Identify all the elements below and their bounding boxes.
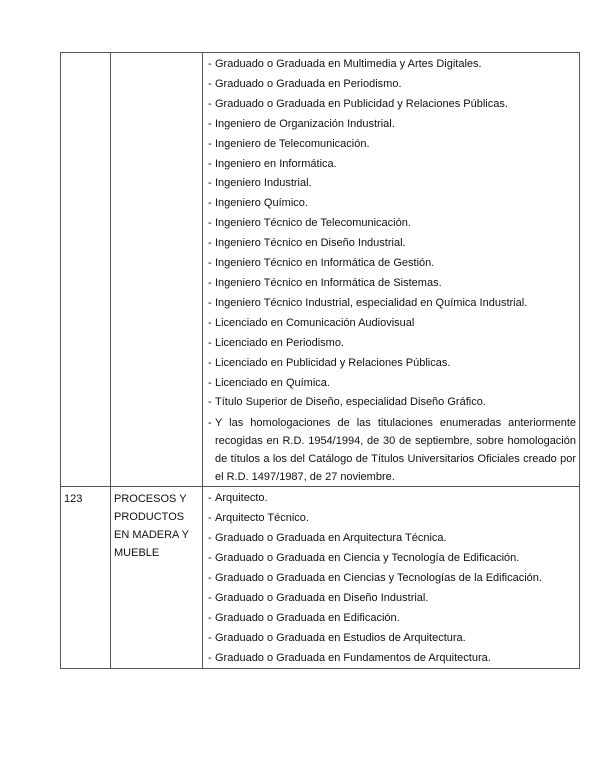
degree-text: Y las homologaciones de las titulaciones enumeradas anteriormente recogidas en R.D. 1954/1994, de 30 de septiembre, sobre homologación de títulos a los del Catálogo de Títulos Universitarios Oficiales creado por el R.D. 1497/1987, de 27 noviembre. (215, 417, 576, 484)
degree-list (203, 487, 579, 668)
code-text: 123 (64, 493, 83, 506)
degree-text: Graduado o Graduada en Diseño Industrial. (215, 591, 429, 604)
name-cell (111, 487, 203, 669)
list-item: - Ingeniero Técnico en Diseño Industrial. (208, 237, 406, 250)
list-item: - Graduado o Graduada en Periodismo. (208, 77, 402, 90)
list-item: - Ingeniero de Organización Industrial. (208, 117, 395, 130)
table-row (61, 53, 580, 487)
list-item: - Graduado o Graduada en Edificación. (208, 611, 400, 624)
list-item: - Graduado o Graduada en Estudios de Arquitectura. (208, 631, 466, 644)
degree-text: Ingeniero de Telecomunicación. (215, 137, 370, 150)
list-item: - Arquitecto Técnico. (208, 512, 309, 525)
degree-text: Ingeniero Técnico en Informática de Gestión. (215, 257, 435, 270)
degree-text: Ingeniero Técnico Industrial, especialidad en Química Industrial. (215, 296, 528, 309)
list-item: - Ingeniero Técnico en Informática de Gestión. (208, 257, 435, 270)
degrees-cell (203, 53, 580, 487)
name-cell (111, 53, 203, 487)
list-item: - Ingeniero Técnico Industrial, especialidad en Química Industrial. (208, 296, 528, 309)
code-cell (61, 53, 111, 487)
degree-text: Graduado o Graduada en Ciencias y Tecnologías de la Edificación. (215, 571, 542, 584)
degree-text: Graduado o Graduada en Edificación. (215, 611, 400, 624)
degree-text: Licenciado en Química. (215, 376, 330, 389)
degree-text: Graduado o Graduada en Estudios de Arquitectura. (215, 631, 466, 644)
degree-text: Graduado o Graduada en Arquitectura Técnica. (215, 532, 447, 545)
list-item: - Graduado o Graduada en Fundamentos de Arquitectura. (208, 651, 491, 664)
list-item: - Ingeniero Técnico de Telecomunicación. (208, 217, 411, 230)
list-item: - Graduado o Graduada en Arquitectura Técnica. (208, 532, 447, 545)
table-row (61, 487, 580, 669)
list-item: - Ingeniero Técnico en Informática de Sistemas. (208, 276, 442, 289)
list-item: - Graduado o Graduada en Ciencias y Tecnologías de la Edificación. (208, 571, 542, 584)
list-item: - Graduado o Graduada en Diseño Industrial. (208, 591, 429, 604)
code-cell (61, 487, 111, 669)
list-item: - Graduado o Graduada en Multimedia y Artes Digitales. (208, 58, 482, 70)
degree-text: Graduado o Graduada en Publicidad y Relaciones Públicas. (215, 97, 508, 110)
list-item: - Ingeniero Químico. (208, 197, 308, 210)
name-text (111, 53, 202, 56)
degree-text: Título Superior de Diseño, especialidad Diseño Gráfico. (215, 396, 486, 409)
list-item: - Arquitecto. (208, 492, 268, 505)
list-item: - Ingeniero de Telecomunicación. (208, 137, 370, 150)
degree-text: Graduado o Graduada en Ciencia y Tecnología de Edificación. (215, 552, 520, 565)
list-item: - Ingeniero en Informática. (208, 157, 337, 170)
degree-text: Graduado o Graduada en Periodismo. (215, 77, 402, 90)
degree-text: Ingeniero en Informática. (215, 157, 337, 170)
degree-text: Graduado o Graduada en Multimedia y Artes Digitales. (215, 58, 482, 70)
degree-text: Ingeniero Técnico en Diseño Industrial. (215, 237, 406, 250)
degree-text: Licenciado en Periodismo. (215, 336, 345, 349)
degrees-cell (203, 487, 580, 669)
code-text (61, 53, 110, 56)
name-text: PROCESOS Y PRODUCTOS EN MADERA Y MUEBLE (114, 493, 189, 560)
degree-list (203, 53, 579, 486)
degree-text: Ingeniero Técnico en Informática de Sistemas. (215, 276, 442, 289)
degree-text: Ingeniero Químico. (215, 197, 308, 210)
degree-text: Licenciado en Publicidad y Relaciones Públicas. (215, 356, 451, 369)
degree-text: Arquitecto. (215, 492, 268, 505)
list-item: - Y las homologaciones de las titulaciones enumeradas anteriormente recogidas en R.D. 1954/1994, de 30 de septiembre, sobre homologación de títulos a los del Catálogo de Títulos Universitarios Oficiales creado por el R.D. 1497/1987, de 27 noviembre. (208, 417, 576, 484)
list-item: - Título Superior de Diseño, especialidad Diseño Gráfico. (208, 396, 486, 409)
degree-text: Ingeniero Industrial. (215, 177, 312, 190)
list-item: - Ingeniero Industrial. (208, 177, 312, 190)
list-item: - Licenciado en Publicidad y Relaciones Públicas. (208, 356, 451, 369)
list-item: - Licenciado en Periodismo. (208, 336, 345, 349)
list-item: - Graduado o Graduada en Publicidad y Relaciones Públicas. (208, 97, 508, 110)
degree-text: Ingeniero Técnico de Telecomunicación. (215, 217, 411, 230)
degrees-table (60, 52, 580, 669)
degree-text: Graduado o Graduada en Fundamentos de Arquitectura. (215, 651, 491, 664)
list-item: - Licenciado en Comunicación Audiovisual (208, 316, 415, 329)
list-item: - Licenciado en Química. (208, 376, 330, 389)
degree-text: Ingeniero de Organización Industrial. (215, 117, 395, 130)
degree-text: Arquitecto Técnico. (215, 512, 309, 525)
list-item: - Graduado o Graduada en Ciencia y Tecnología de Edificación. (208, 552, 520, 565)
degree-text: Licenciado en Comunicación Audiovisual (215, 316, 415, 329)
